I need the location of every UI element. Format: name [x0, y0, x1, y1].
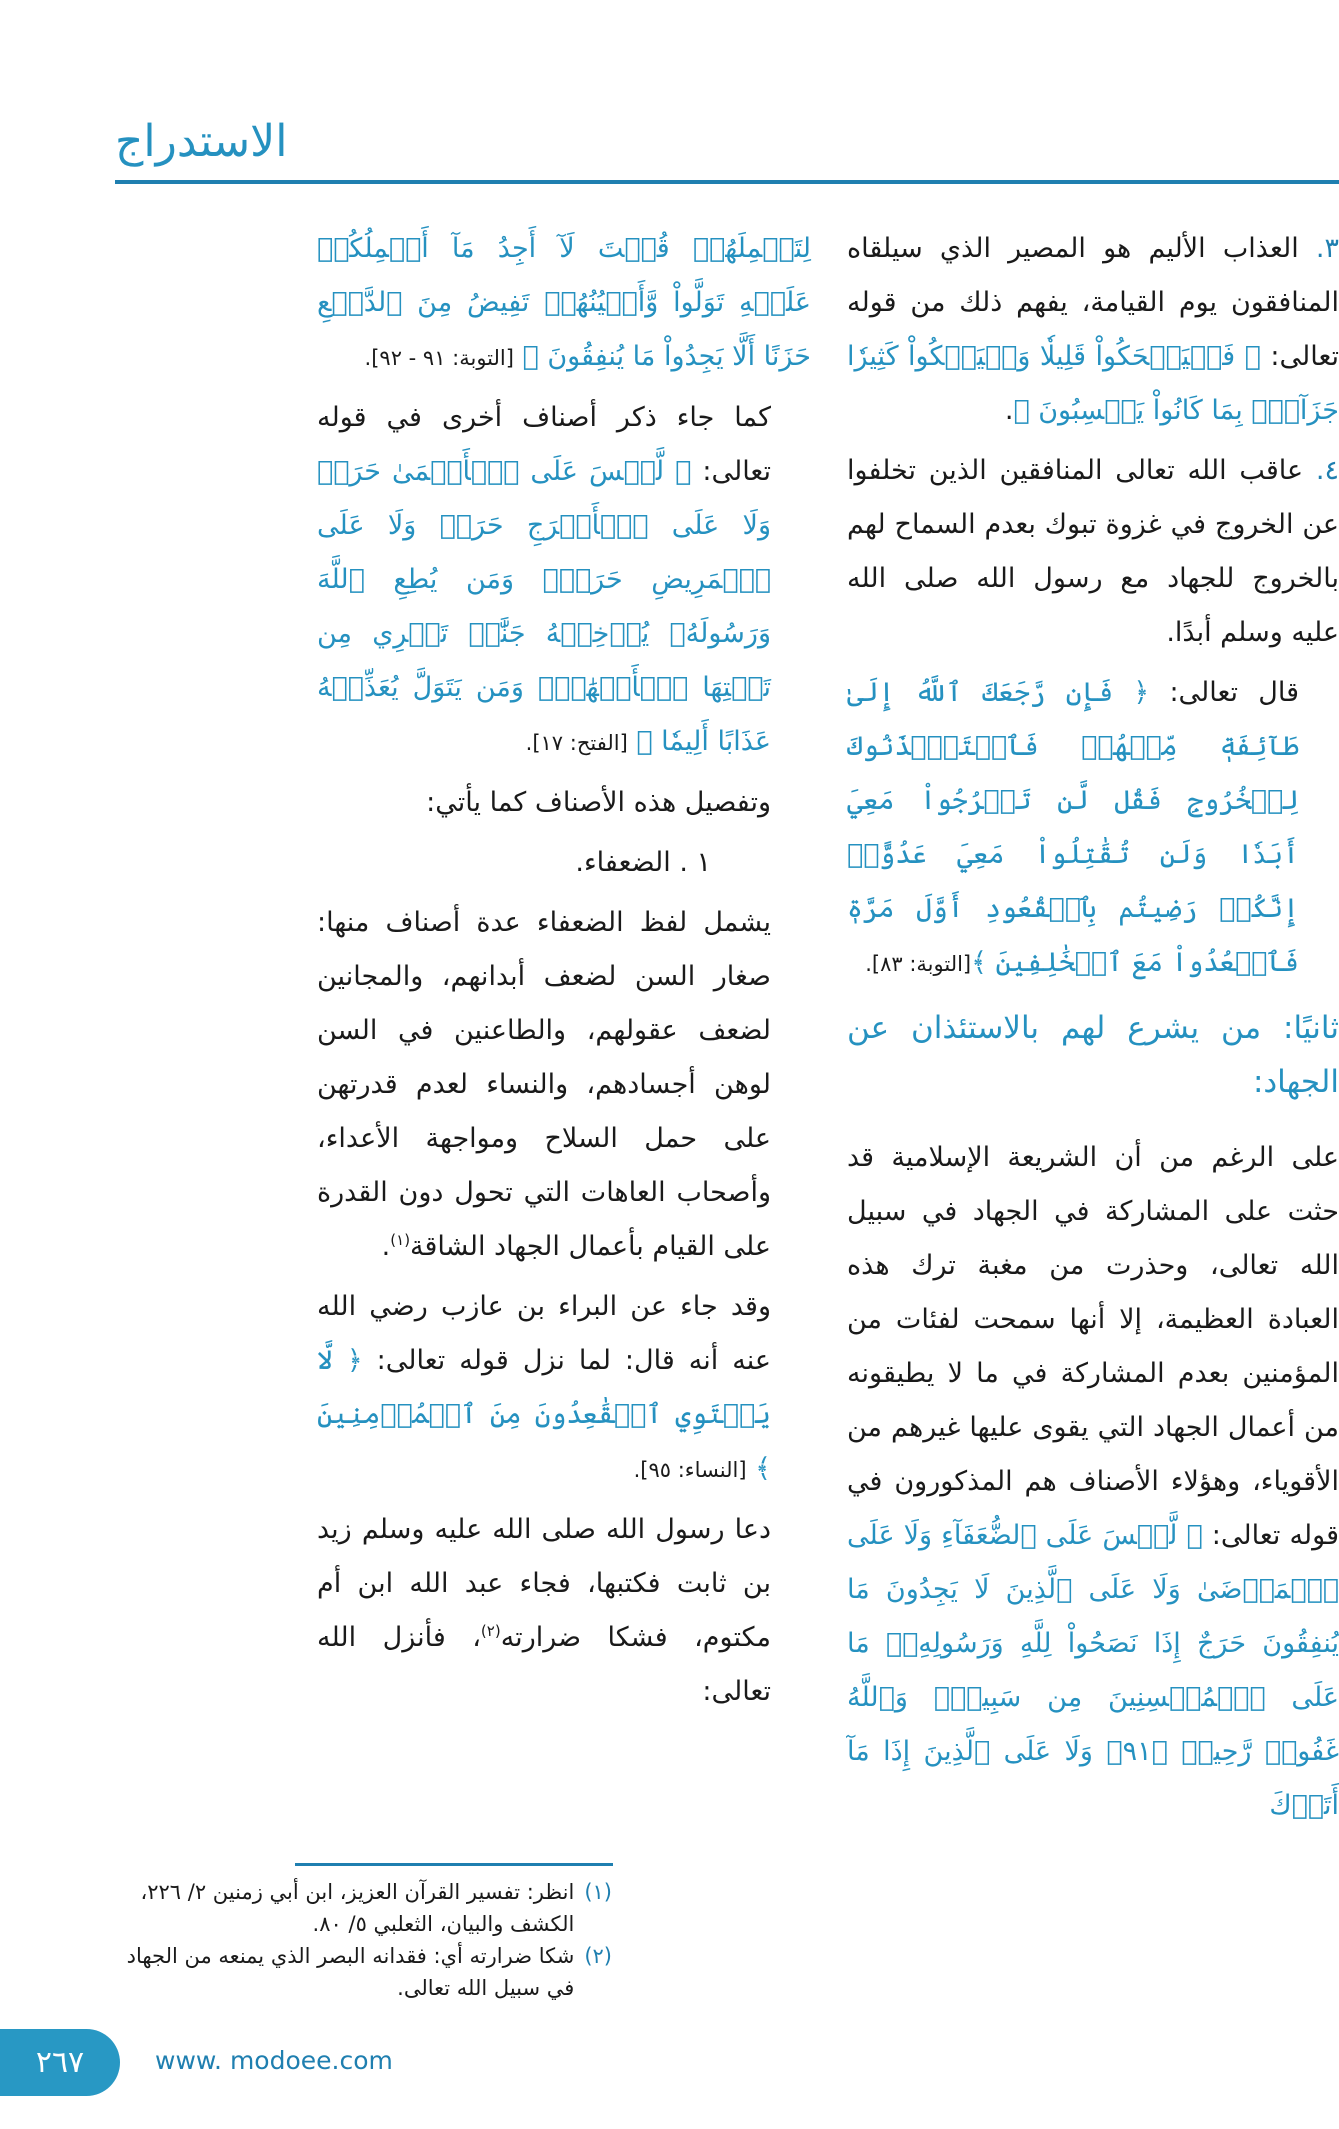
section-heading: ثانيًا: من يشرع لهم بالاستئذان عن الجهاد:: [847, 1010, 1339, 1100]
text-columns: [0, 222, 1339, 1839]
quran-verse: ﴿ لَّا يَسۡتَوِي ٱلۡقَٰعِدُونَ مِنَ ٱلۡمُؤۡمِنِينَ ﴾: [317, 1345, 771, 1484]
right-column: [847, 222, 1339, 1839]
quran-verse: لِتَحۡمِلَهُمۡ قُلۡتَ لَآ أَجِدُ مَآ أَحۡمِلُكُمۡ عَلَيۡهِ تَوَلَّواْ وَّأَعۡيُنُهُمۡ تَفِيضُ مِنَ ٱلدَّمۡعِ حَزَنًا أَلَّا يَجِدُواْ مَا يُنفِقُونَ ﴾: [317, 233, 811, 372]
quote-block: [847, 666, 1339, 991]
website-link[interactable]: www. modoee.com: [155, 2046, 393, 2075]
paragraph: [317, 1503, 811, 1719]
paragraph: وتفصيل هذه الأصناف كما يأتي:: [426, 787, 771, 818]
paragraph-text: على الرغم من أن الشريعة الإسلامية قد حثت على المشاركة في الجهاد في سبيل الله تعالى، وحذرت من مغبة ترك هذه العبادة العظيمة، إلا أنها سمحت لفئات من المؤمنين بعدم المشاركة في ما لا يطيقونه من أعمال الجهاد التي يقوى عليها غيرهم من الأقوياء، وهؤلاء الأصناف هم المذكورون في قوله تعالى:: [847, 1142, 1339, 1551]
paragraph: [317, 391, 811, 770]
paragraph-text: ، فأنزل الله تعالى:: [317, 1622, 771, 1707]
paragraph-text: كما جاء ذكر أصناف أخرى في قوله تعالى:: [317, 402, 771, 487]
verse-reference: [النساء: ٩٥].: [633, 1458, 747, 1482]
footnote-number: (١): [584, 1880, 612, 1904]
footnote: [118, 1876, 612, 1940]
footnote-number: (٢): [584, 1944, 612, 1968]
quran-verse: ﴿ لَّيۡسَ عَلَى ٱلۡأَعۡمَىٰ حَرَجٞ وَلَا عَلَى ٱلۡأَعۡرَجِ حَرَجٞ وَلَا عَلَى ٱلۡمَرِيضِ حَرَجٞۗ وَمَن يُطِعِ ٱللَّهَ وَرَسُولَهُۥ يُدۡخِلۡهُ جَنَّٰتٖ تَجۡرِي مِن تَحۡتِهَا ٱلۡأَنۡهَٰرُۖ وَمَن يَتَوَلَّ يُعَذِّبۡهُ عَذَابًا أَلِيمٗا ﴾: [317, 456, 771, 757]
paragraph-text: وقد جاء عن البراء بن عازب رضي الله عنه أنه قال: لما نزل قوله تعالى:: [317, 1291, 772, 1376]
item-text: عاقب الله تعالى المنافقين الذين تخلفوا عن الخروج في غزوة تبوك بعدم السماح لهم بالخروج للجهاد مع رسول الله صلى الله عليه وسلم أبدًا.: [847, 455, 1339, 648]
footnotes: [118, 1876, 612, 2004]
quote-intro: قال تعالى:: [1169, 677, 1299, 708]
sub-heading: ١ . الضعفاء.: [575, 847, 711, 878]
footnote-marker[interactable]: (٢): [480, 1622, 501, 1640]
page-footer: [0, 2029, 1339, 2129]
verse-reference: [التوبة: ٨٣].: [865, 952, 972, 976]
footnote-text: شكا ضرارته أي: فقدانه البصر الذي يمنعه من الجهاد في سبيل الله تعالى.: [126, 1944, 575, 2000]
paragraph: [317, 1280, 811, 1497]
paragraph: [847, 1131, 1339, 1833]
quran-verse: ﴿ لَّيۡسَ عَلَى ٱلضُّعَفَآءِ وَلَا عَلَى ٱلۡمَرۡضَىٰ وَلَا عَلَى ٱلَّذِينَ لَا يَجِدُونَ مَا يُنفِقُونَ حَرَجٌ إِذَا نَصَحُواْ لِلَّهِ وَرَسُولِهِۦۚ مَا عَلَى ٱلۡمُحۡسِنِينَ مِن سَبِيلٖۚ وَٱللَّهُ غَفُورٞ رَّحِيمٞ ﴿٩١﴾ وَلَا عَلَى ٱلَّذِينَ إِذَا مَآ أَتَوۡكَ: [847, 1520, 1339, 1821]
verse-reference: [التوبة: ٩١ - ٩٢].: [364, 346, 514, 370]
verse-continuation: [317, 222, 811, 385]
paragraph-text: يشمل لفظ الضعفاء عدة أصناف منها: صغار السن لضعف أبدانهم، والمجانين لضعف عقولهم، والطاعنين في السن لوهن أجسادهم، والنساء لعدم قدرتهن على حمل السلاح ومواجهة الأعداء، وأصحاب العاهات التي تحول دون القدرة على القيام بأعمال الجهاد الشاقة: [317, 907, 771, 1262]
paragraph: يشمل لفظ الضعفاء عدة أصناف منها: صغار السن لضعف أبدانهم، والمجانين لضعف عقولهم، والطاعنين في السن لوهن أجسادهم، والنساء لعدم قدرتهن على حمل السلاح ومواجهة الأعداء، وأصحاب العاهات التي تحول دون القدرة على القيام بأعمال الجهاد الشاقة$^{(١)}$.: [317, 907, 771, 1262]
footnote-divider: [295, 1863, 613, 1866]
quran-verse: ﴿ فَلۡيَضۡحَكُواْ قَلِيلٗا وَلۡيَبۡكُواْ كَثِيرٗا جَزَآءَۢ بِمَا كَانُواْ يَكۡسِبُونَ ﴾: [847, 341, 1339, 426]
chapter-title: الاستدراج: [115, 116, 288, 167]
item-number: ٤.: [1315, 455, 1339, 486]
list-item-3: [847, 222, 1339, 438]
left-column: [317, 222, 811, 1725]
item-text: العذاب الأليم هو المصير الذي سيلقاه المنافقون يوم القيامة، يفهم ذلك من قوله تعالى:: [847, 233, 1339, 372]
paragraph-text: دعا رسول الله صلى الله عليه وسلم زيد بن ثابت فكتبها، فجاء عبد الله ابن أم مكتوم، فشكا ضرارته: [317, 1514, 771, 1653]
footnote-area: [118, 1863, 612, 2004]
footnote-marker[interactable]: (١): [390, 1231, 411, 1249]
quran-verse: ﴿ فَإِن رَّجَعَكَ ٱللَّهُ إِلَىٰ طَآئِفَةٖ مِّنۡهُمۡ فَٱسۡتَـٔۡذَنُوكَ لِلۡخُرُوجِ فَقُل لَّن تَخۡرُجُواْ مَعِيَ أَبَدٗا وَلَن تُقَٰتِلُواْ مَعِيَ عَدُوًّاۖ إِنَّكُمۡ رَضِيتُم بِٱلۡقُعُودِ أَوَّلَ مَرَّةٖ فَٱقۡعُدُواْ مَعَ ٱلۡخَٰلِفِينَ ﴾: [847, 677, 1299, 978]
verse-reference: [الفتح: ١٧].: [525, 731, 628, 755]
page-number-badge: ٢٦٧: [0, 2029, 120, 2096]
header-divider: [115, 180, 1339, 184]
footnote-text: انظر: تفسير القرآن العزيز، ابن أبي زمنين ٢/ ٢٢٦، الكشف والبيان، الثعلبي ٥/ ٨٠.: [140, 1880, 575, 1936]
punctuation: .: [1004, 395, 1014, 426]
footnote: [118, 1940, 612, 2004]
list-item-4: [847, 444, 1339, 660]
item-number: ٣.: [1315, 233, 1339, 264]
